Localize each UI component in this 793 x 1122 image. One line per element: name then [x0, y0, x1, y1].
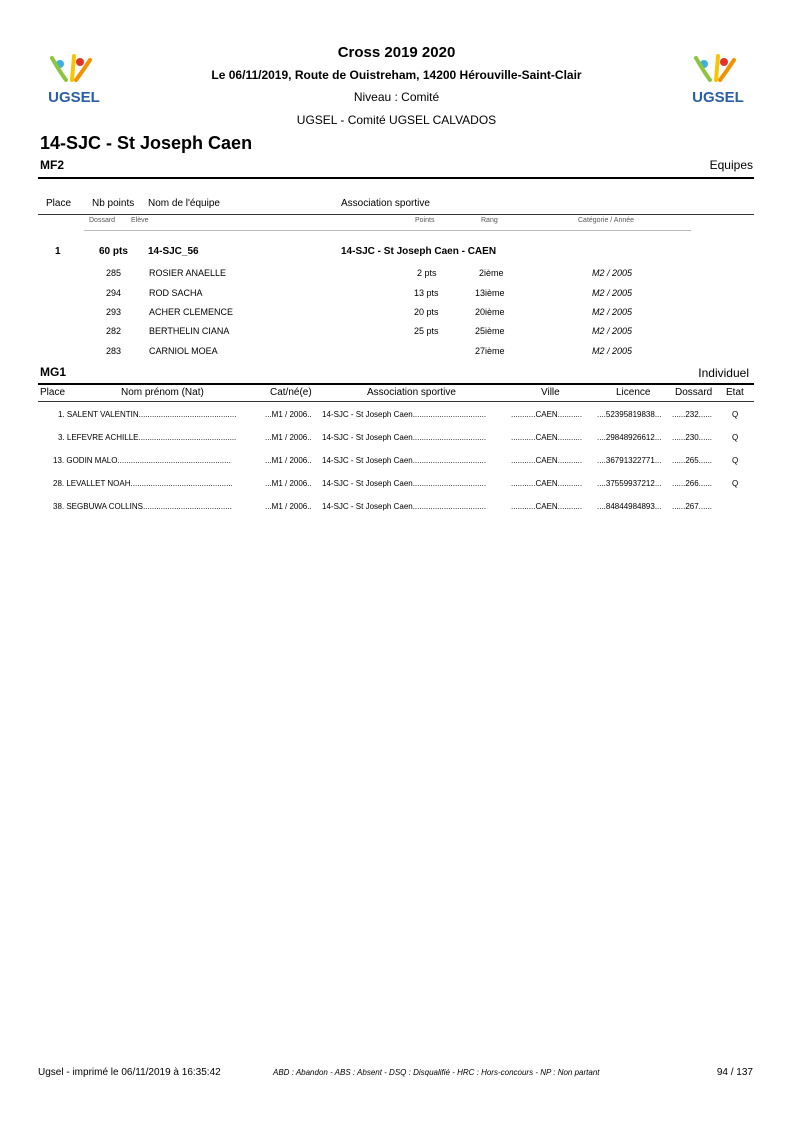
team-header-rule — [38, 214, 754, 215]
team-subcol-bib: Dossard — [89, 217, 116, 224]
ind-col-bib: Dossard — [675, 387, 713, 398]
ind-col-licence: Licence — [616, 387, 651, 398]
svg-text:UGSEL: UGSEL — [692, 89, 744, 106]
team-section-type: Equipes — [709, 158, 753, 172]
team-subcol-rank: Rang — [481, 217, 498, 224]
member-rank: 27ième — [475, 346, 505, 356]
result-licence: ....52395819838... — [597, 410, 662, 419]
team-category: MF2 — [40, 158, 64, 172]
result-association: 14-SJC - St Joseph Caen................................. — [322, 456, 487, 465]
team-col-points: Nb points — [92, 198, 135, 209]
team-points: 60 pts — [99, 246, 128, 257]
member-category: M2 / 2005 — [592, 346, 633, 356]
team-col-place: Place — [46, 198, 72, 209]
result-name: 28. LEVALLET NOAH.............................................. — [53, 479, 233, 488]
result-cat: ...M1 / 2006.. — [265, 456, 312, 465]
event-level: Niveau : Comité — [353, 90, 440, 104]
member-name: ROD SACHA — [149, 288, 203, 298]
ind-col-association: Association sportive — [367, 387, 456, 398]
member-bib: 294 — [106, 288, 122, 298]
event-title: Cross 2019 2020 — [337, 44, 456, 61]
footer-legend: ABD : Abandon - ABS : Absent - DSQ : Disqualifié - HRC : Hors-concours - NP : Non partant — [273, 1068, 600, 1077]
result-licence: ....37559937212... — [597, 479, 662, 488]
member-name: ACHER CLEMENCE — [149, 307, 234, 317]
ind-col-city: Ville — [541, 387, 560, 398]
member-name: BERTHELIN CIANA — [149, 326, 230, 336]
member-bib: 285 — [106, 268, 122, 278]
result-cat: ...M1 / 2006.. — [265, 502, 312, 511]
footer-page-number: 94 / 137 — [716, 1067, 753, 1078]
ind-col-place: Place — [40, 387, 66, 398]
result-association: 14-SJC - St Joseph Caen................................. — [322, 410, 487, 419]
team-name: 14-SJC_56 — [148, 246, 199, 257]
ind-col-status: Etat — [726, 387, 744, 398]
result-status: Q — [732, 410, 739, 419]
member-rank: 13ième — [475, 288, 505, 298]
individual-section-rule — [38, 383, 754, 385]
result-city: ...........CAEN........... — [511, 433, 583, 442]
individual-section-type: Individuel — [698, 366, 749, 380]
member-rank: 2ième — [479, 268, 504, 278]
member-category: M2 / 2005 — [592, 326, 633, 336]
member-points: 20 pts — [414, 307, 439, 317]
team-section-rule — [38, 177, 754, 179]
team-subcol-student: Elève — [131, 217, 149, 224]
footer-printed: Ugsel - imprimé le 06/11/2019 à 16:35:42 — [38, 1067, 221, 1078]
result-licence: ....36791322771... — [597, 456, 662, 465]
team-subcol-points: Points — [415, 217, 435, 224]
team-col-name: Nom de l'équipe — [148, 198, 220, 209]
result-status: Q — [732, 433, 739, 442]
member-points: 2 pts — [417, 268, 437, 278]
member-name: CARNIOL MOEA — [149, 346, 218, 356]
member-bib: 282 — [106, 326, 122, 336]
result-name: 13. GODIN MALO................................................... — [53, 456, 231, 465]
member-rank: 20ième — [475, 307, 505, 317]
result-association: 14-SJC - St Joseph Caen................................. — [322, 433, 487, 442]
result-name: 38. SEGBUWA COLLINS........................................ — [53, 502, 232, 511]
result-city: ...........CAEN........... — [511, 410, 583, 419]
result-cat: ...M1 / 2006.. — [265, 410, 312, 419]
svg-text:UGSEL: UGSEL — [48, 89, 100, 106]
result-licence: ....29848926612... — [597, 433, 662, 442]
result-city: ...........CAEN........... — [511, 479, 583, 488]
result-licence: ....84844984893... — [597, 502, 662, 511]
member-bib: 293 — [106, 307, 122, 317]
club-title: 14-SJC - St Joseph Caen — [40, 133, 253, 153]
result-status: Q — [732, 479, 739, 488]
event-committee: UGSEL - Comité UGSEL CALVADOS — [296, 113, 497, 127]
result-name: 1. SALENT VALENTIN............................................ — [58, 410, 237, 419]
member-points: 13 pts — [414, 288, 439, 298]
team-association: 14-SJC - St Joseph Caen - CAEN — [341, 246, 497, 257]
result-bib: ......267...... — [672, 502, 713, 511]
individual-header-rule — [38, 401, 754, 402]
result-bib: ......232...... — [672, 410, 713, 419]
team-place: 1 — [55, 246, 61, 257]
result-association: 14-SJC - St Joseph Caen................................. — [322, 479, 487, 488]
member-points: 25 pts — [414, 326, 439, 336]
result-city: ...........CAEN........... — [511, 502, 583, 511]
member-name: ROSIER ANAELLE — [149, 268, 227, 278]
result-cat: ...M1 / 2006.. — [265, 479, 312, 488]
member-category: M2 / 2005 — [592, 288, 633, 298]
team-col-association: Association sportive — [341, 198, 430, 209]
member-bib: 283 — [106, 346, 122, 356]
team-subheader-rule — [84, 230, 691, 231]
result-status: Q — [732, 456, 739, 465]
team-subcol-category: Catégorie / Année — [578, 217, 635, 224]
result-bib: ......230...... — [672, 433, 713, 442]
member-category: M2 / 2005 — [592, 307, 633, 317]
member-rank: 25ième — [475, 326, 505, 336]
result-association: 14-SJC - St Joseph Caen................................. — [322, 502, 487, 511]
ind-col-name: Nom prénom (Nat) — [121, 387, 204, 398]
result-name: 3. LEFEVRE ACHILLE............................................ — [58, 433, 237, 442]
member-category: M2 / 2005 — [592, 268, 633, 278]
event-subtitle: Le 06/11/2019, Route de Ouistreham, 14200 Hérouville-Saint-Clair — [211, 68, 582, 82]
result-bib: ......266...... — [672, 479, 713, 488]
result-city: ...........CAEN........... — [511, 456, 583, 465]
result-cat: ...M1 / 2006.. — [265, 433, 312, 442]
ind-col-cat: Cat/né(e) — [270, 387, 312, 398]
result-bib: ......265...... — [672, 456, 713, 465]
individual-category: MG1 — [40, 365, 67, 379]
